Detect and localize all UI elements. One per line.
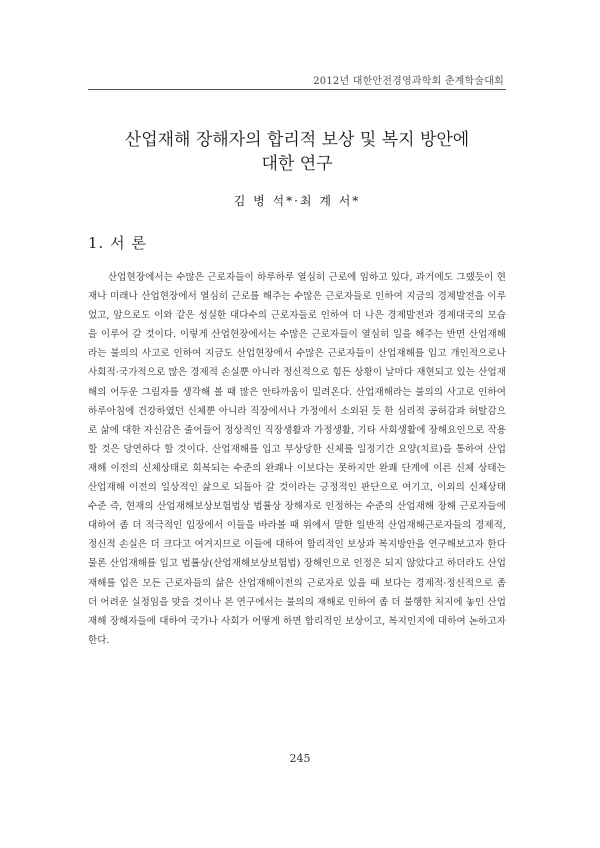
title-line-1: 산업재해 장해자의 합리적 보상 및 복지 방안에 [124, 130, 470, 150]
section-heading: 1. 서 론 [88, 234, 147, 252]
paper-title [88, 128, 506, 176]
section-body-paragraph: 산업현장에서는 수많은 근로자들이 하루하루 열심히 근로에 임하고 있다, 과거에도 그랬듯이 현재나 미래나 산업현장에서 열심히 근로를 해주는 수많은 근로자들로 인하여 지금의 경제발전을 이루었고, 앞으로도 이와 같은 성실한 대다수의 근로자들로 인하여 더 나은 경제발전과 경제대국의 모습을 이루어 갈 것이다. 이렇게 산업현장에서는 수많은 근로자들이 열심히 일을 해주는 반면 산업재해라는 불의의 사고로 인하여 지금도 산업현장에서 수많은 근로자들이 산업재해를 입고 개인적으로나 사회적·국가적으로 많은 경제적 손실뿐 아니라 정신적으로 힘든 상황이 날마다 재현되고 있는 산업재해의 어두운 그림자를 생각해 볼 때 많은 안타까움이 밀려온다. 산업재해라는 불의의 사고로 인하여 하루아침에 건강하였던 신체뿐 아니라 직장에서나 가정에서 소외된 듯 한 심리적 공허감과 허탈감으로 삶에 대한 자신감은 줄어들어 정상적인 직장생활과 가정생활, 기타 사회생활에 장해요인으로 작용할 것은 당연하다 할 것이다. 산업재해를 입고 부상당한 신체를 일정기간 요양(치료)을 통하여 산업재해 이전의 신체상태로 회복되는 수준의 완쾌나 이보다는 못하지만 완쾌 단계에 이른 신체 상태는 산업재해 이전의 일상적인 삶으로 되돌아 갈 것이라는 긍정적인 판단으로 여기고, 이외의 신체상태 수준 즉, 현재의 산업재해보상보험법상 법률상 장해자로 인정하는 수준의 산업재해 장해 근로자들에 대하여 좀 더 적극적인 입장에서 이들을 바라볼 때 위에서 말한 일반적 산업재해근로자들의 경제적, 정신적 손실은 더 크다고 여겨지므로 이들에 대하여 합리적인 보상과 복지방안을 연구해보고자 한다 물론 산업재해를 입고 법률상(산업재해보상보험법) 장해인으로 인정은 되지 않았다고 하더라도 산업재해를 입은 모든 근로자들의 삶은 산업재해이전의 근로자로 있을 때 보다는 경제적·정신적으로 좀 더 어려운 실정임을 맞을 것이나 본 연구에서는 불의의 재해로 인하여 좀 더 불행한 처지에 놓인 산업재해 장해자들에 대하여 국가나 사회가 어떻게 하면 합리적인 보상이고, 복지인지에 대하여 논하고자 한다. [88, 272, 506, 646]
author-list: 김 병 석*·최 계 서* [233, 194, 361, 208]
header-divider [88, 89, 506, 90]
page-number: 245 [289, 752, 311, 765]
title-line-2: 대한 연구 [261, 154, 333, 174]
running-header: 2012년 대한안전경영과학회 춘계학술대회 [313, 76, 504, 87]
